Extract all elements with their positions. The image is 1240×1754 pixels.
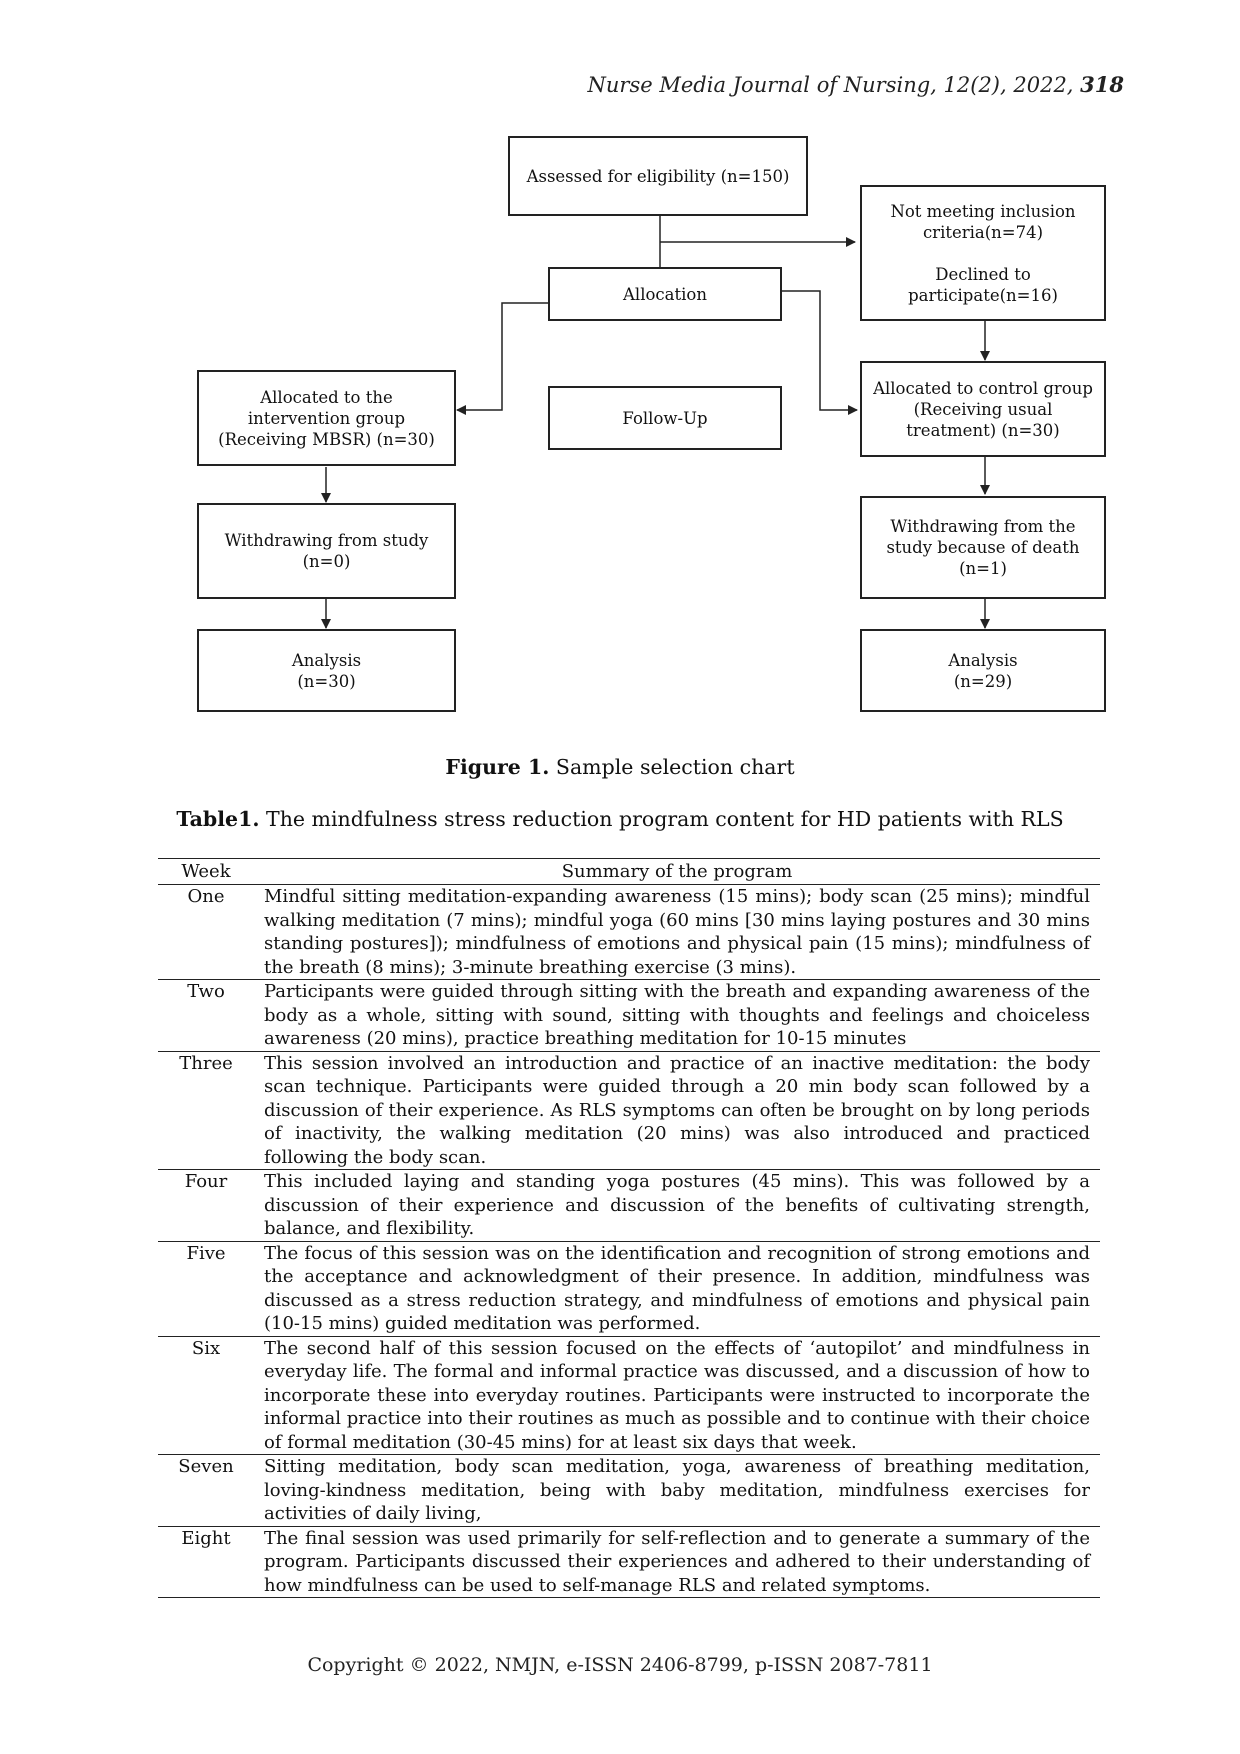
intervention-group-box: Allocated to the intervention group (Receiving MBSR) (n=30) [197, 370, 456, 466]
week-cell: Four [158, 1170, 254, 1242]
figure-caption [0, 755, 1240, 779]
summary-cell: Participants were guided through sitting with the breath and expanding awareness of the body as a whole, sitting with sound, sitting with thoughts and feelings and choiceless awareness (20 mins), practice breathing meditation for 10-15 minutes [254, 980, 1100, 1052]
table-row [158, 1336, 1100, 1455]
control-group-box: Allocated to control group (Receiving usual treatment) (n=30) [860, 361, 1106, 457]
week-cell: Seven [158, 1455, 254, 1527]
table-row [158, 1455, 1100, 1527]
allocation-box: Allocation [548, 267, 782, 321]
table-caption [0, 807, 1240, 831]
week-cell: Five [158, 1241, 254, 1336]
header-summary: Summary of the program [254, 859, 1100, 885]
analysis-control-box: Analysis (n=29) [860, 629, 1106, 712]
header-week: Week [158, 859, 254, 885]
follow-up-box: Follow-Up [548, 386, 782, 450]
connector-allocation-control [780, 291, 857, 410]
summary-cell: This included laying and standing yoga postures (45 mins). This was followed by a discussion of their experience and discussion of the benefits of cultivating strength, balance, and flexibility. [254, 1170, 1100, 1242]
analysis-intervention-box: Analysis (n=30) [197, 629, 456, 712]
table-row [158, 1526, 1100, 1598]
eligibility-box: Assessed for eligibility (n=150) [508, 136, 808, 216]
table-row [158, 1170, 1100, 1242]
table-caption-text: The mindfulness stress reduction program content for HD patients with RLS [259, 807, 1064, 831]
table-row [158, 1051, 1100, 1170]
week-cell: Two [158, 980, 254, 1052]
program-table [158, 858, 1100, 1598]
withdraw-control-box: Withdrawing from the study because of death (n=1) [860, 496, 1106, 599]
page-number: 318 [1080, 72, 1124, 97]
week-cell: Six [158, 1336, 254, 1455]
summary-cell: The second half of this session focused on the effects of ‘autopilot’ and mindfulness in everyday life. The formal and informal practice was discussed, and a discussion of how to incorporate these into everyday routines. Participants were instructed to incorporate the informal practice into their routines as much as possible and to continue with their choice of formal meditation (30-45 mins) for at least six days that week. [254, 1336, 1100, 1455]
journal-citation: Nurse Media Journal of Nursing, 12(2), 2022, [587, 73, 1081, 97]
connector-allocation-intervention [457, 303, 548, 410]
week-cell: Eight [158, 1526, 254, 1598]
copyright-footer: Copyright © 2022, NMJN, e-ISSN 2406-8799, p-ISSN 2087-7811 [307, 1654, 933, 1676]
summary-cell: The final session was used primarily for self-reflection and to generate a summary of the program. Participants discussed their experiences and adhered to their understanding of how mindfulness can be used to self-manage RLS and related symptoms. [254, 1526, 1100, 1598]
table-row [158, 980, 1100, 1052]
figure-caption-text: Sample selection chart [549, 755, 795, 779]
week-cell: Three [158, 1051, 254, 1170]
withdraw-intervention-box: Withdrawing from study (n=0) [197, 503, 456, 599]
table-row [158, 885, 1100, 980]
summary-cell: The focus of this session was on the identification and recognition of strong emotions and the acceptance and acknowledgment of their presence. In addition, mindfulness was discussed as a stress reduction strategy, and mindfulness of emotions and physical pain (10-15 mins) guided meditation was performed. [254, 1241, 1100, 1336]
figure-label: Figure 1. [445, 755, 550, 779]
summary-cell: Mindful sitting meditation-expanding awareness (15 mins); body scan (25 mins); mindful walking meditation (7 mins); mindful yoga (60 mins [30 mins laying postures and 30 mins standing postures]); mindfulness of emotions and physical pain (15 mins); mindfulness of the breath (8 mins); 3-minute breathing exercise (3 mins). [254, 885, 1100, 980]
table-header-row [158, 859, 1100, 885]
week-cell: One [158, 885, 254, 980]
excluded-box: Not meeting inclusion criteria(n=74) Declined to participate(n=16) [860, 185, 1106, 321]
table-row [158, 1241, 1100, 1336]
table-label: Table1. [176, 807, 260, 831]
summary-cell: Sitting meditation, body scan meditation, yoga, awareness of breathing meditation, loving-kindness meditation, being with baby meditation, mindfulness exercises for activities of daily living, [254, 1455, 1100, 1527]
summary-cell: This session involved an introduction and practice of an inactive meditation: the body scan technique. Participants were guided through a 20 min body scan followed by a discussion of their experience. As RLS symptoms can often be brought on by long periods of inactivity, the walking meditation (20 mins) was also introduced and practiced following the body scan. [254, 1051, 1100, 1170]
